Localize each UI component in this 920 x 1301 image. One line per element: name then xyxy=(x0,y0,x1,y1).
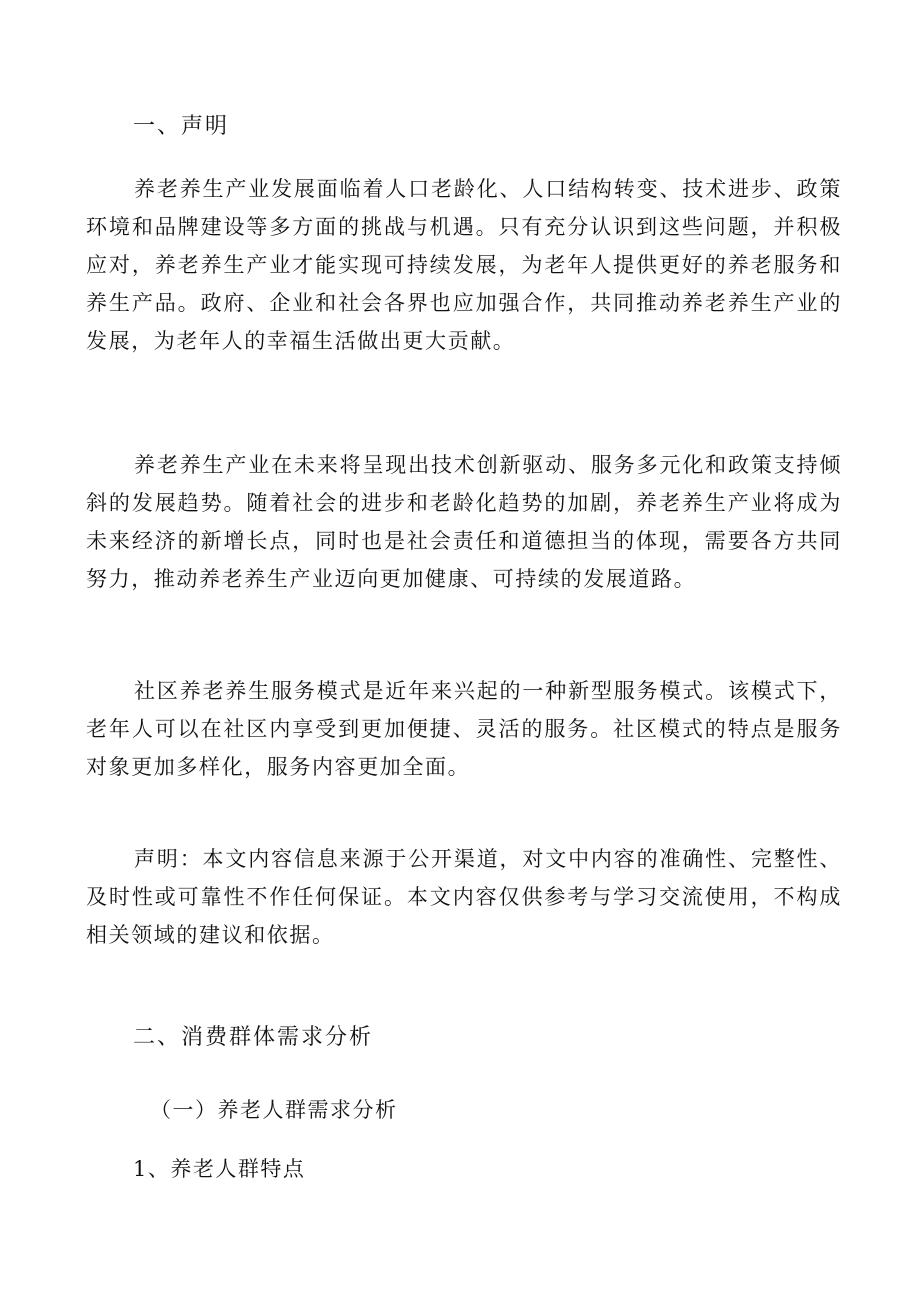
subsection-heading-elderly-characteristics: 1、养老人群特点 xyxy=(133,1157,306,1181)
paragraph-trends: 养老养生产业在未来将呈现出技术创新驱动、服务多元化和政策支持倾斜的发展趋势。随着社会的进步和老龄化趋势的加剧，养老养生产业将成为未来经济的新增长点，同时也是社会责任和道德担当的体现，需要各方共同努力，推动养老养生产业迈向更加健康、可持续的发展道路。 xyxy=(86,453,842,591)
section-heading-declaration: 一、声明 xyxy=(133,114,230,139)
section-heading-consumer-demand: 二、消费群体需求分析 xyxy=(133,1025,374,1050)
subsection-heading-elderly-demand: （一）养老人群需求分析 xyxy=(150,1098,398,1122)
paragraph-disclaimer: 声明：本文内容信息来源于公开渠道，对文中内容的准确性、完整性、及时性或可靠性不作任何保证。本文内容仅供参考与学习交流使用，不构成相关领域的建议和依据。 xyxy=(86,847,842,947)
paragraph-community-model: 社区养老养生服务模式是近年来兴起的一种新型服务模式。该模式下，老年人可以在社区内享受到更加便捷、灵活的服务。社区模式的特点是服务对象更加多样化，服务内容更加全面。 xyxy=(86,679,842,779)
paragraph-challenges: 养老养生产业发展面临着人口老龄化、人口结构转变、技术进步、政策环境和品牌建设等多方面的挑战与机遇。只有充分认识到这些问题，并积极应对，养老养生产业才能实现可持续发展，为老年人提供更好的养老服务和养生产品。政府、企业和社会各界也应加强合作，共同推动养老养生产业的发展，为老年人的幸福生活做出更大贡献。 xyxy=(86,177,842,353)
